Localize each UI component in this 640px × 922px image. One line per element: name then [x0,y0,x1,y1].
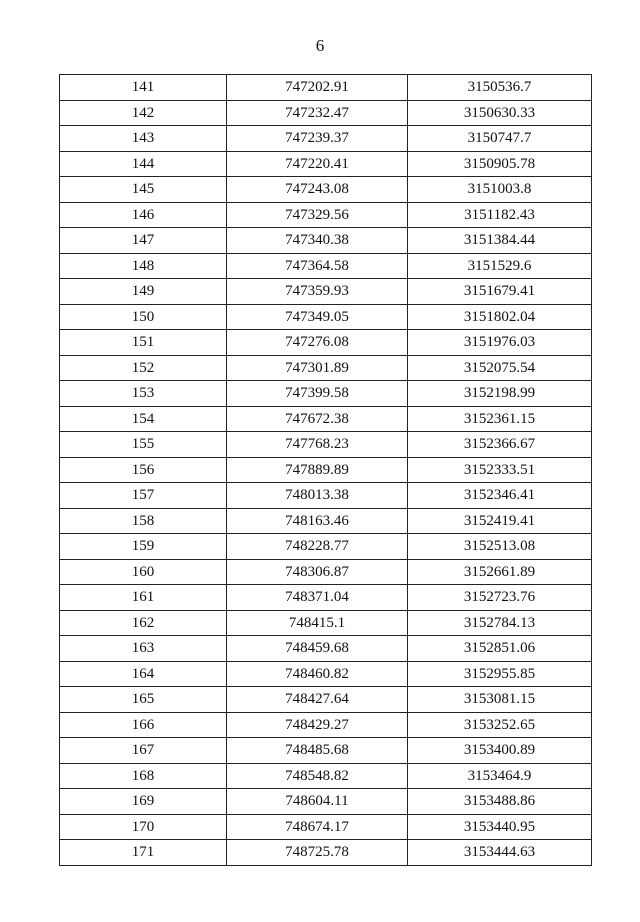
table-row [60,763,592,789]
point-number-cell: 145 [60,177,227,203]
point-number-cell: 154 [60,406,227,432]
x-coordinate-cell: 748459.68 [227,636,408,662]
point-number-cell: 144 [60,151,227,177]
y-coordinate-cell: 3152784.13 [408,610,592,636]
point-number-cell: 171 [60,840,227,866]
table-row [60,355,592,381]
table-row [60,636,592,662]
y-coordinate-cell: 3152346.41 [408,483,592,509]
point-number-cell: 163 [60,636,227,662]
y-coordinate-cell: 3150905.78 [408,151,592,177]
x-coordinate-cell: 748163.46 [227,508,408,534]
table-row [60,75,592,101]
table-row [60,483,592,509]
table-row [60,228,592,254]
x-coordinate-cell: 748228.77 [227,534,408,560]
point-number-cell: 161 [60,585,227,611]
point-number-cell: 141 [60,75,227,101]
x-coordinate-cell: 748604.11 [227,789,408,815]
point-number-cell: 169 [60,789,227,815]
x-coordinate-cell: 747364.58 [227,253,408,279]
x-coordinate-cell: 747672.38 [227,406,408,432]
point-number-cell: 166 [60,712,227,738]
point-number-cell: 151 [60,330,227,356]
y-coordinate-cell: 3151679.41 [408,279,592,305]
x-coordinate-cell: 748725.78 [227,840,408,866]
x-coordinate-cell: 748485.68 [227,738,408,764]
y-coordinate-cell: 3151182.43 [408,202,592,228]
coordinates-table-body [60,75,592,866]
table-row [60,840,592,866]
x-coordinate-cell: 747232.47 [227,100,408,126]
table-row [60,712,592,738]
x-coordinate-cell: 747349.05 [227,304,408,330]
table-row [60,330,592,356]
point-number-cell: 167 [60,738,227,764]
point-number-cell: 157 [60,483,227,509]
point-number-cell: 147 [60,228,227,254]
y-coordinate-cell: 3152366.67 [408,432,592,458]
point-number-cell: 149 [60,279,227,305]
x-coordinate-cell: 747276.08 [227,330,408,356]
point-number-cell: 170 [60,814,227,840]
point-number-cell: 152 [60,355,227,381]
table-row [60,610,592,636]
y-coordinate-cell: 3151976.03 [408,330,592,356]
x-coordinate-cell: 747329.56 [227,202,408,228]
point-number-cell: 165 [60,687,227,713]
table-row [60,381,592,407]
y-coordinate-cell: 3152419.41 [408,508,592,534]
y-coordinate-cell: 3152851.06 [408,636,592,662]
x-coordinate-cell: 747243.08 [227,177,408,203]
x-coordinate-cell: 748371.04 [227,585,408,611]
table-row [60,661,592,687]
table-row [60,151,592,177]
point-number-cell: 148 [60,253,227,279]
y-coordinate-cell: 3151802.04 [408,304,592,330]
x-coordinate-cell: 748415.1 [227,610,408,636]
point-number-cell: 142 [60,100,227,126]
y-coordinate-cell: 3151384.44 [408,228,592,254]
y-coordinate-cell: 3152333.51 [408,457,592,483]
point-number-cell: 150 [60,304,227,330]
y-coordinate-cell: 3150536.7 [408,75,592,101]
table-row [60,534,592,560]
y-coordinate-cell: 3151529.6 [408,253,592,279]
y-coordinate-cell: 3152513.08 [408,534,592,560]
point-number-cell: 162 [60,610,227,636]
y-coordinate-cell: 3153488.86 [408,789,592,815]
x-coordinate-cell: 747340.38 [227,228,408,254]
y-coordinate-cell: 3151003.8 [408,177,592,203]
x-coordinate-cell: 747202.91 [227,75,408,101]
y-coordinate-cell: 3150630.33 [408,100,592,126]
y-coordinate-cell: 3152723.76 [408,585,592,611]
point-number-cell: 155 [60,432,227,458]
x-coordinate-cell: 748460.82 [227,661,408,687]
x-coordinate-cell: 748306.87 [227,559,408,585]
x-coordinate-cell: 748429.27 [227,712,408,738]
page-number: 6 [315,36,325,55]
x-coordinate-cell: 747889.89 [227,457,408,483]
x-coordinate-cell: 747220.41 [227,151,408,177]
point-number-cell: 160 [60,559,227,585]
point-number-cell: 153 [60,381,227,407]
table-row [60,432,592,458]
point-number-cell: 146 [60,202,227,228]
x-coordinate-cell: 748427.64 [227,687,408,713]
y-coordinate-cell: 3150747.7 [408,126,592,152]
coordinates-table [59,74,592,866]
x-coordinate-cell: 747399.58 [227,381,408,407]
y-coordinate-cell: 3152075.54 [408,355,592,381]
x-coordinate-cell: 748548.82 [227,763,408,789]
x-coordinate-cell: 748013.38 [227,483,408,509]
table-row [60,585,592,611]
y-coordinate-cell: 3153400.89 [408,738,592,764]
y-coordinate-cell: 3152361.15 [408,406,592,432]
table-row [60,304,592,330]
table-row [60,253,592,279]
table-row [60,814,592,840]
y-coordinate-cell: 3152198.99 [408,381,592,407]
table-row [60,406,592,432]
x-coordinate-cell: 747239.37 [227,126,408,152]
x-coordinate-cell: 748674.17 [227,814,408,840]
table-row [60,126,592,152]
y-coordinate-cell: 3153444.63 [408,840,592,866]
table-row [60,457,592,483]
table-row [60,177,592,203]
x-coordinate-cell: 747768.23 [227,432,408,458]
point-number-cell: 156 [60,457,227,483]
table-row [60,687,592,713]
table-row [60,100,592,126]
point-number-cell: 164 [60,661,227,687]
table-row [60,508,592,534]
table-row [60,738,592,764]
table-row [60,559,592,585]
point-number-cell: 143 [60,126,227,152]
y-coordinate-cell: 3153464.9 [408,763,592,789]
point-number-cell: 159 [60,534,227,560]
y-coordinate-cell: 3152661.89 [408,559,592,585]
y-coordinate-cell: 3152955.85 [408,661,592,687]
y-coordinate-cell: 3153440.95 [408,814,592,840]
point-number-cell: 158 [60,508,227,534]
table-row [60,202,592,228]
y-coordinate-cell: 3153081.15 [408,687,592,713]
x-coordinate-cell: 747359.93 [227,279,408,305]
point-number-cell: 168 [60,763,227,789]
table-row [60,279,592,305]
y-coordinate-cell: 3153252.65 [408,712,592,738]
table-row [60,789,592,815]
x-coordinate-cell: 747301.89 [227,355,408,381]
